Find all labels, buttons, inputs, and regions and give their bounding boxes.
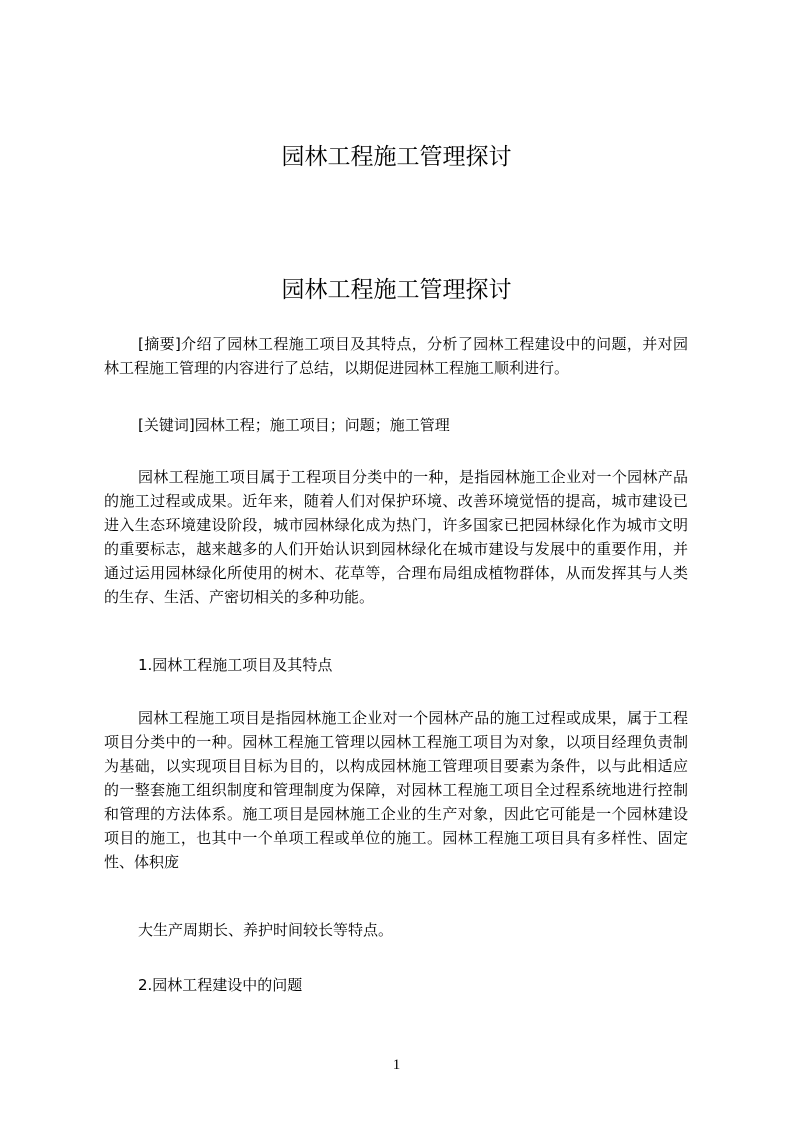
abstract-paragraph: [摘要]介绍了园林工程施工项目及其特点，分析了园林工程建设中的问题，并对园林工程施工管理的内容进行了总结，以期促进园林工程施工顺利进行。	[104, 335, 688, 377]
cover-title: 园林工程施工管理探讨	[281, 144, 512, 170]
keywords-line: [关键词]园林工程；施工项目；问题；施工管理	[138, 416, 450, 434]
section-1-continuation: 大生产周期长、养护时间较长等特点。	[138, 921, 394, 939]
section-1-heading: 1.园林工程施工项目及其特点	[138, 656, 333, 674]
article-title: 园林工程施工管理探讨	[281, 277, 512, 303]
section-1-paragraph: 园林工程施工项目是指园林施工企业对一个园林产品的施工过程或成果，属于工程项目分类中的一种。园林工程施工管理以园林工程施工项目为对象，以项目经理负责制为基础，以实现项目目标为目的，以构成园林施工管理项目要素为条件，以与此相适应的一整套施工组织制度和管理制度为保障，对园林工程施工项目全过程系统地进行控制和管理的方法体系。施工项目是园林施工企业的生产对象，因此它可能是一个园林建设项目的施工，也其中一个单项工程或单位的施工。园林工程施工项目具有多样性、固定性、体积庞	[104, 709, 688, 871]
page-number: 1	[392, 1057, 401, 1073]
section-2-heading: 2.园林工程建设中的问题	[138, 976, 303, 994]
intro-paragraph: 园林工程施工项目属于工程项目分类中的一种，是指园林施工企业对一个园林产品的施工过程或成果。近年来，随着人们对保护环境、改善环境觉悟的提高，城市建设已进入生态环境建设阶段，城市园林绿化成为热门，许多国家已把园林绿化作为城市文明的重要标志，越来越多的人们开始认识到园林绿化在城市建设与发展中的重要作用，并通过运用园林绿化所使用的树木、花草等，合理布局组成植物群体，从而发挥其与人类的生存、生活、产密切相关的多种功能。	[104, 468, 688, 606]
